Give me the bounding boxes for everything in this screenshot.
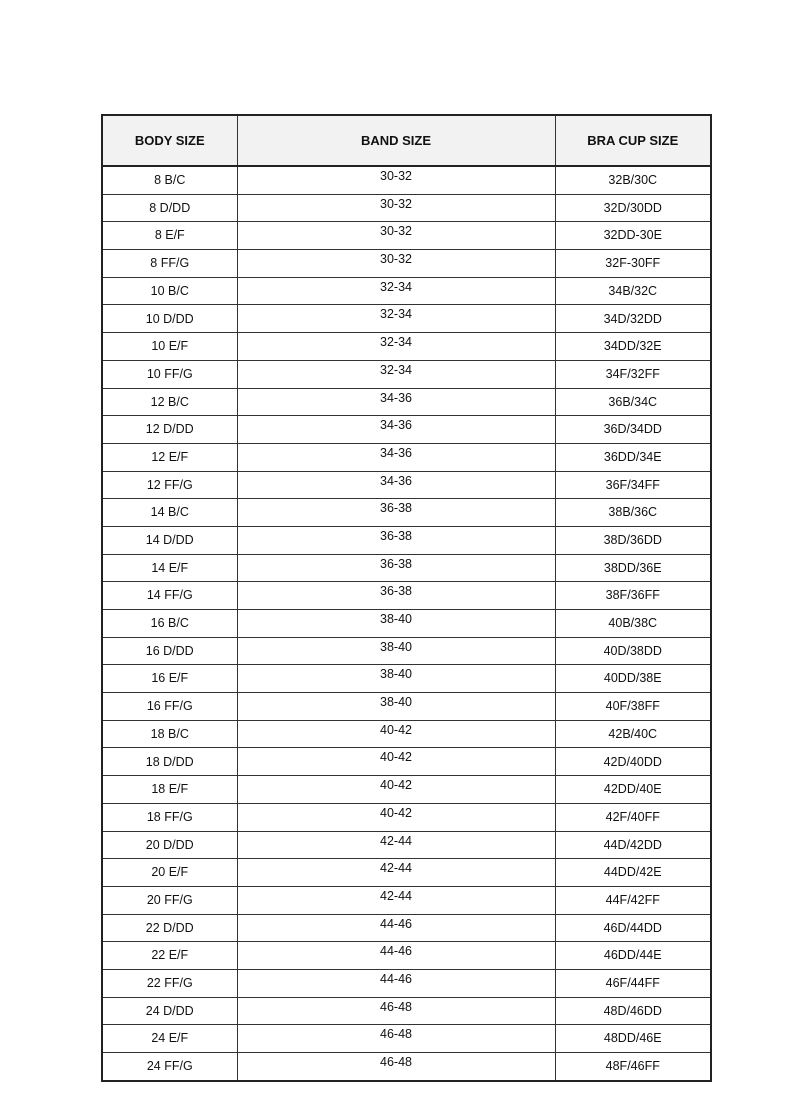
- band-size-cell: 38-40: [237, 665, 555, 693]
- bra-cup-size-cell: 32D/30DD: [555, 194, 711, 222]
- band-size-cell: 32-34: [237, 277, 555, 305]
- band-size-cell: 38-40: [237, 610, 555, 638]
- body-size-cell: 10 D/DD: [102, 305, 237, 333]
- band-size-cell: 44-46: [237, 969, 555, 997]
- band-size-cell: 36-38: [237, 554, 555, 582]
- bra-cup-size-cell: 46F/44FF: [555, 969, 711, 997]
- header-row: [102, 115, 711, 166]
- body-size-cell: 22 FF/G: [102, 969, 237, 997]
- table-body: [102, 166, 711, 1081]
- band-size-cell: 44-46: [237, 914, 555, 942]
- body-size-cell: 8 D/DD: [102, 194, 237, 222]
- table-row: [102, 997, 711, 1025]
- band-size-cell: 36-38: [237, 526, 555, 554]
- bra-cup-size-cell: 40D/38DD: [555, 637, 711, 665]
- table-row: [102, 748, 711, 776]
- band-size-cell: 40-42: [237, 720, 555, 748]
- body-size-cell: 12 FF/G: [102, 471, 237, 499]
- band-size-cell: 34-36: [237, 471, 555, 499]
- table-row: [102, 194, 711, 222]
- body-size-cell: 20 FF/G: [102, 886, 237, 914]
- bra-cup-size-cell: 38F/36FF: [555, 582, 711, 610]
- bra-cup-size-cell: 44D/42DD: [555, 831, 711, 859]
- table-row: [102, 582, 711, 610]
- bra-cup-size-cell: 38B/36C: [555, 499, 711, 527]
- bra-cup-size-cell: 46D/44DD: [555, 914, 711, 942]
- bra-cup-size-cell: 44DD/42E: [555, 859, 711, 887]
- bra-cup-size-cell: 32F-30FF: [555, 250, 711, 278]
- body-size-cell: 14 D/DD: [102, 526, 237, 554]
- bra-cup-size-cell: 36D/34DD: [555, 416, 711, 444]
- body-size-cell: 22 D/DD: [102, 914, 237, 942]
- band-size-cell: 32-34: [237, 333, 555, 361]
- bra-cup-size-cell: 46DD/44E: [555, 942, 711, 970]
- band-size-cell: 30-32: [237, 194, 555, 222]
- body-size-cell: 20 D/DD: [102, 831, 237, 859]
- body-size-cell: 10 E/F: [102, 333, 237, 361]
- band-size-cell: 36-38: [237, 582, 555, 610]
- body-size-cell: 18 E/F: [102, 776, 237, 804]
- bra-cup-size-cell: 40DD/38E: [555, 665, 711, 693]
- table-row: [102, 693, 711, 721]
- band-size-cell: 34-36: [237, 388, 555, 416]
- body-size-cell: 14 E/F: [102, 554, 237, 582]
- band-size-cell: 40-42: [237, 776, 555, 804]
- table-row: [102, 886, 711, 914]
- bra-cup-size-cell: 48DD/46E: [555, 1025, 711, 1053]
- body-size-cell: 24 E/F: [102, 1025, 237, 1053]
- bra-cup-size-cell: 36B/34C: [555, 388, 711, 416]
- bra-cup-size-cell: 44F/42FF: [555, 886, 711, 914]
- bra-cup-size-cell: 38DD/36E: [555, 554, 711, 582]
- header-band-size: BAND SIZE: [237, 115, 555, 166]
- table-row: [102, 831, 711, 859]
- body-size-cell: 12 B/C: [102, 388, 237, 416]
- band-size-cell: 40-42: [237, 748, 555, 776]
- body-size-cell: 12 D/DD: [102, 416, 237, 444]
- body-size-cell: 18 FF/G: [102, 803, 237, 831]
- body-size-cell: 10 B/C: [102, 277, 237, 305]
- body-size-cell: 20 E/F: [102, 859, 237, 887]
- body-size-cell: 18 D/DD: [102, 748, 237, 776]
- table-row: [102, 250, 711, 278]
- table-row: [102, 610, 711, 638]
- table-row: [102, 637, 711, 665]
- table-row: [102, 914, 711, 942]
- body-size-cell: 8 FF/G: [102, 250, 237, 278]
- table-row: [102, 969, 711, 997]
- bra-cup-size-cell: 34B/32C: [555, 277, 711, 305]
- table-row: [102, 554, 711, 582]
- body-size-cell: 10 FF/G: [102, 360, 237, 388]
- bra-cup-size-cell: 40B/38C: [555, 610, 711, 638]
- bra-cup-size-cell: 48D/46DD: [555, 997, 711, 1025]
- body-size-cell: 14 B/C: [102, 499, 237, 527]
- band-size-cell: 40-42: [237, 803, 555, 831]
- table-row: [102, 803, 711, 831]
- band-size-cell: 46-48: [237, 997, 555, 1025]
- band-size-cell: 44-46: [237, 942, 555, 970]
- band-size-cell: 34-36: [237, 416, 555, 444]
- table-row: [102, 416, 711, 444]
- bra-cup-size-cell: 34D/32DD: [555, 305, 711, 333]
- body-size-cell: 24 D/DD: [102, 997, 237, 1025]
- table-row: [102, 499, 711, 527]
- table-row: [102, 942, 711, 970]
- band-size-cell: 32-34: [237, 305, 555, 333]
- table-row: [102, 222, 711, 250]
- band-size-cell: 30-32: [237, 222, 555, 250]
- table-row: [102, 859, 711, 887]
- bra-cup-size-cell: 36F/34FF: [555, 471, 711, 499]
- bra-cup-size-cell: 42D/40DD: [555, 748, 711, 776]
- body-size-cell: 14 FF/G: [102, 582, 237, 610]
- band-size-cell: 36-38: [237, 499, 555, 527]
- bra-cup-size-cell: 32B/30C: [555, 166, 711, 194]
- table-row: [102, 166, 711, 194]
- body-size-cell: 16 E/F: [102, 665, 237, 693]
- table-row: [102, 277, 711, 305]
- band-size-cell: 46-48: [237, 1025, 555, 1053]
- body-size-cell: 22 E/F: [102, 942, 237, 970]
- header-body-size: BODY SIZE: [102, 115, 237, 166]
- table-row: [102, 665, 711, 693]
- band-size-cell: 46-48: [237, 1053, 555, 1081]
- table-row: [102, 443, 711, 471]
- bra-cup-size-cell: 36DD/34E: [555, 443, 711, 471]
- band-size-cell: 38-40: [237, 637, 555, 665]
- band-size-cell: 30-32: [237, 250, 555, 278]
- body-size-cell: 8 B/C: [102, 166, 237, 194]
- bra-cup-size-cell: 34F/32FF: [555, 360, 711, 388]
- header-bra-cup-size: BRA CUP SIZE: [555, 115, 711, 166]
- band-size-cell: 38-40: [237, 693, 555, 721]
- body-size-cell: 16 D/DD: [102, 637, 237, 665]
- band-size-cell: 42-44: [237, 886, 555, 914]
- table-row: [102, 776, 711, 804]
- table-row: [102, 360, 711, 388]
- size-chart-table: [101, 114, 712, 1082]
- table-row: [102, 388, 711, 416]
- body-size-cell: 16 FF/G: [102, 693, 237, 721]
- table-row: [102, 720, 711, 748]
- table-row: [102, 333, 711, 361]
- band-size-cell: 42-44: [237, 859, 555, 887]
- body-size-cell: 24 FF/G: [102, 1053, 237, 1081]
- body-size-cell: 16 B/C: [102, 610, 237, 638]
- body-size-cell: 8 E/F: [102, 222, 237, 250]
- table-row: [102, 1053, 711, 1081]
- bra-cup-size-cell: 48F/46FF: [555, 1053, 711, 1081]
- bra-cup-size-cell: 34DD/32E: [555, 333, 711, 361]
- bra-cup-size-cell: 38D/36DD: [555, 526, 711, 554]
- bra-cup-size-cell: 40F/38FF: [555, 693, 711, 721]
- bra-cup-size-cell: 42DD/40E: [555, 776, 711, 804]
- band-size-cell: 30-32: [237, 166, 555, 194]
- bra-cup-size-cell: 42F/40FF: [555, 803, 711, 831]
- band-size-cell: 42-44: [237, 831, 555, 859]
- table-row: [102, 526, 711, 554]
- table-row: [102, 305, 711, 333]
- body-size-cell: 12 E/F: [102, 443, 237, 471]
- body-size-cell: 18 B/C: [102, 720, 237, 748]
- table-header: [102, 115, 711, 166]
- bra-cup-size-cell: 42B/40C: [555, 720, 711, 748]
- band-size-cell: 34-36: [237, 443, 555, 471]
- bra-cup-size-cell: 32DD-30E: [555, 222, 711, 250]
- band-size-cell: 32-34: [237, 360, 555, 388]
- table-row: [102, 1025, 711, 1053]
- table-row: [102, 471, 711, 499]
